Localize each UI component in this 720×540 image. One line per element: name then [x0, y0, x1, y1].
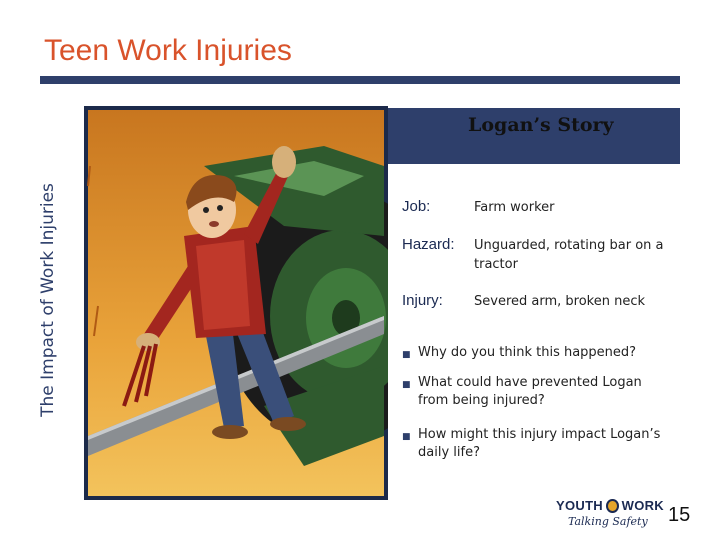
fact-value-injury: Severed arm, broken neck	[474, 294, 646, 309]
page-number: 15	[668, 504, 691, 526]
fact-job	[402, 198, 670, 217]
square-bullet-icon: ■	[402, 350, 411, 360]
question-item	[402, 344, 668, 364]
logo-tagline: Talking Safety	[568, 515, 648, 528]
logo-brand-right: WORK	[621, 498, 664, 513]
tractor-accident-illustration	[84, 106, 388, 500]
logo-wordmark	[556, 498, 664, 513]
story-title: Logan’s Story	[468, 114, 614, 136]
question-text: What could have prevented Logan from being injured?	[418, 375, 642, 408]
question-text: Why do you think this happened?	[418, 345, 637, 360]
side-section-label: The Impact of Work Injuries	[38, 183, 58, 417]
fact-label-job: Job:	[402, 198, 431, 215]
fact-value-hazard: Unguarded, rotating bar on a tractor	[474, 238, 664, 272]
question-item	[402, 374, 668, 410]
title-divider	[40, 76, 680, 84]
youth-at-work-logo	[556, 498, 664, 534]
logo-at-icon	[606, 499, 619, 513]
fact-injury	[402, 292, 670, 311]
fact-value-job: Farm worker	[474, 200, 555, 215]
fact-hazard	[402, 236, 670, 274]
square-bullet-icon: ■	[402, 432, 411, 442]
question-item	[402, 426, 668, 462]
question-text: How might this injury impact Logan’s daily life?	[418, 427, 661, 460]
fact-label-injury: Injury:	[402, 292, 443, 309]
logo-brand-left: YOUTH	[556, 498, 603, 513]
fact-label-hazard: Hazard:	[402, 236, 455, 253]
square-bullet-icon: ■	[402, 380, 411, 390]
slide-title: Teen Work Injuries	[44, 34, 292, 67]
